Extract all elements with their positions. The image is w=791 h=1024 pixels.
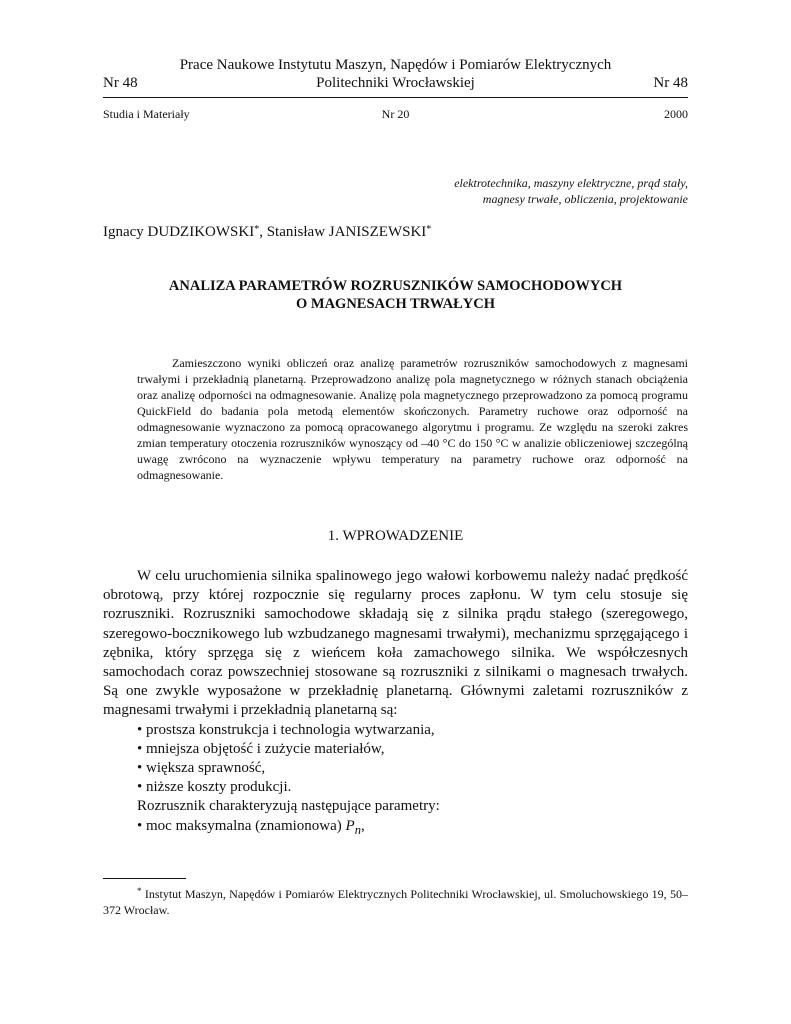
paper-title: [103, 277, 688, 313]
issue-number-left: Nr 48: [103, 75, 138, 91]
list-item-end: ,: [360, 817, 365, 834]
affiliation-mark: *: [254, 224, 260, 235]
issue-number-right: Nr 48: [653, 75, 688, 91]
author-name: Ignacy DUDZIKOWSKI: [103, 224, 255, 240]
university-name: Politechniki Wrocławskiej: [316, 75, 475, 91]
title-line: O MAGNESACH TRWAŁYCH: [295, 296, 496, 312]
footnote-mark: *: [137, 886, 142, 896]
list-item-text: • moc maksymalna (znamionowa): [137, 817, 346, 834]
symbol-subscript: n: [354, 822, 361, 837]
list-item: • większa sprawność,: [137, 760, 266, 777]
section-heading: 1. WPROWADZENIE: [327, 528, 464, 544]
journal-title: Prace Naukowe Instytutu Maszyn, Napędów i Pomiarów Elektrycznych: [179, 57, 612, 73]
footnote-rule: [103, 878, 186, 879]
paragraph: W celu uruchomienia silnika spalinowego jego wałowi korbowemu należy nadać prędkość obrotową, przy której rozpocznie się regularny proces zapłonu. W tym celu stosuje się rozruszniki. Rozruszniki samochodowe składają się z silnika prądu stałego (szeregowego, szeregowo-bocznikowego lub wzbudzanego magnesami trwałymi), mechanizmu sprzęgającego i zębnika, który sprzęga się z wieńcem koła zamachowego silnika. We współczesnych samochodach coraz powszechniej stosowane są rozruszniki z silnikami o magnesach trwałych. Są one zwykle wyposażone w przekładnię planetarną. Głównymi zaletami rozruszników z magnesami trwałymi i przekładnią planetarną są:: [103, 568, 688, 719]
abstract: Zamieszczono wyniki obliczeń oraz analizę parametrów rozruszników samochodowych z magnesami trwałymi i przekładnią planetarną. Przeprowadzono analizę pola magnetycznego w różnych stanach obciążenia oraz analizę odporności na odmagnesowanie. Analizę pola magnetycznego przeprowadzono za pomocą programu QuickField do badania pola metodą elementów skończonych. Parametry ruchowe oraz odporność na odmagnesowanie wyznaczono za pomocą opracowanego algorytmu i programu. Ze względu na szeroki zakres zmian temperatury otoczenia rozruszników wynoszący od –40 °C do 150 °C w analizie obliczeniowej szczególną uwagę zwrócono na wyznaczenie wpływu temperatury na parametry ruchowe oraz odporność na odmagnesowanie.: [137, 356, 688, 482]
body-text: [103, 567, 688, 840]
parameters-intro: Rozrusznik charakteryzują następujące parametry:: [137, 798, 440, 815]
author-name: Stanisław JANISZEWSKI: [266, 224, 427, 240]
author-separator: ,: [259, 224, 267, 240]
series-issue: Nr 20: [381, 107, 410, 121]
title-line: ANALIZA PARAMETRÓW ROZRUSZNIKÓW SAMOCHODOWYCH: [168, 278, 623, 294]
footnote-text: [103, 886, 688, 918]
affiliation-mark: *: [426, 224, 432, 235]
list-item: • prostsza konstrukcja i technologia wytwarzania,: [137, 721, 435, 738]
keywords-line: magnesy trwałe, obliczenia, projektowanie: [482, 192, 688, 206]
symbol: P: [345, 817, 355, 834]
header-rule: [103, 97, 688, 98]
footnote-body: Instytut Maszyn, Napędów i Pomiarów Elektrycznych Politechniki Wrocławskiej, ul. Smoluchowskiego 19, 50–372 Wrocław.: [103, 887, 688, 917]
list-item: • niższe koszty produkcji.: [137, 779, 292, 796]
publication-year: 2000: [664, 107, 688, 121]
keywords: [300, 175, 688, 207]
footnote: [103, 886, 688, 918]
list-item: [103, 817, 688, 840]
authors: [103, 222, 431, 242]
list-item: • mniejsza objętość i zużycie materiałów,: [137, 740, 385, 757]
series-name: Studia i Materiały: [103, 107, 190, 121]
keywords-line: elektrotechnika, maszyny elektryczne, prąd stały,: [454, 176, 688, 190]
